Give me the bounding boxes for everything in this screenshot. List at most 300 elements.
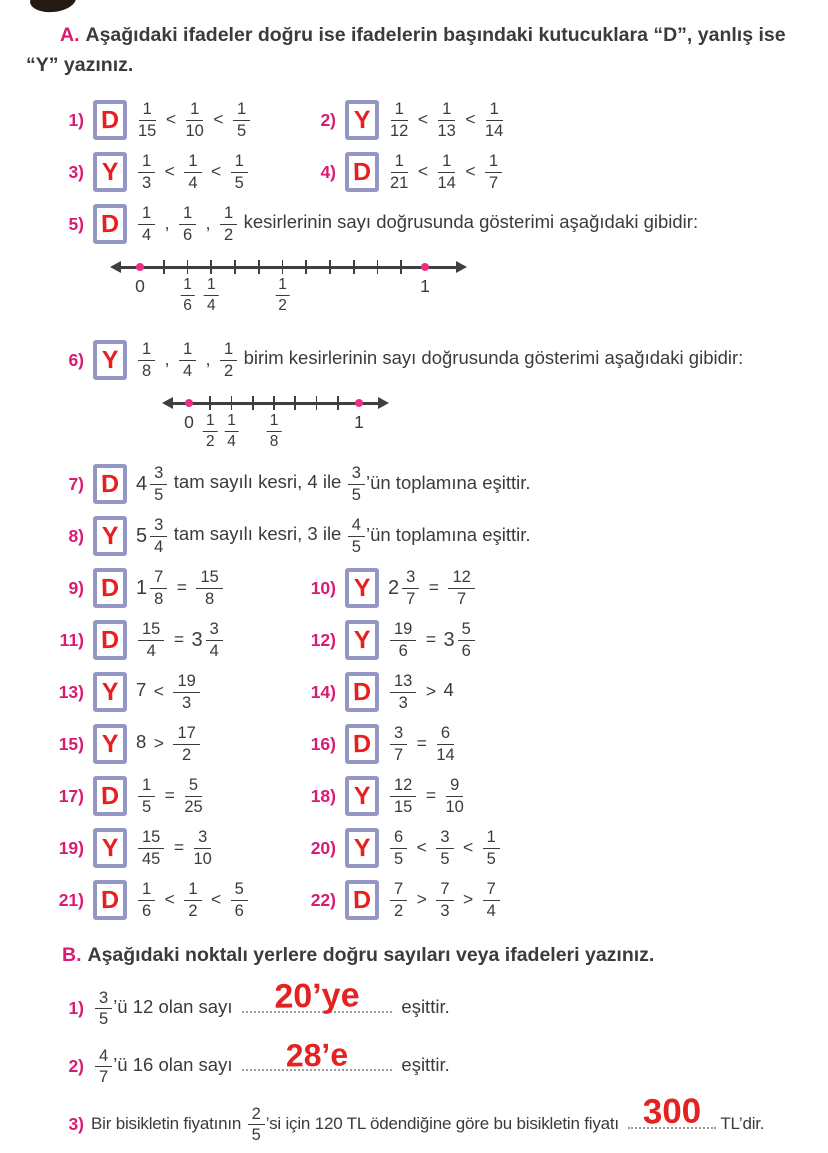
fraction-numerator: 1 [438,100,455,120]
expression [136,620,225,660]
fraction-numerator: 3 [390,724,407,744]
fraction-denominator: 2 [394,901,404,920]
fraction-numerator: 3 [194,828,211,848]
fraction-denominator: 4 [154,537,164,556]
number-line-tick [282,260,284,274]
fraction-numerator: 12 [390,776,416,796]
number-line-tick [209,396,211,410]
answer-box[interactable] [93,568,127,608]
expression [388,828,502,868]
expression [388,880,502,920]
item-text: 7 [136,679,147,701]
item-number: 2) [68,1056,84,1077]
operator: = [176,576,187,597]
fraction [138,880,155,920]
fraction [179,340,196,380]
item-pair-row [26,146,802,198]
fraction [206,620,223,660]
answer-letter: Y [353,105,371,135]
number-line-tick [337,396,339,410]
fraction-denominator: 15 [138,121,157,140]
expression [388,620,477,660]
answer-letter: D [352,677,372,707]
answer-letter: D [100,209,120,239]
operator: = [173,628,185,649]
exercise-item [48,510,802,562]
fraction [138,776,155,816]
exercise-item [48,770,300,822]
exercise-item [48,334,802,386]
item-number: 12) [310,629,336,650]
section-a-instruction: Aşağıdaki ifadeler doğru ise ifadelerin başındaki kutucuklara “D”, yanlış ise “Y” yazınız. [26,24,786,77]
fraction-denominator: 7 [489,173,499,192]
number-line-label: 0 [135,276,145,297]
fraction-numerator: 5 [458,620,475,640]
fraction-numerator: 15 [196,568,222,588]
mixed-whole-number: 1 [136,577,148,600]
operator: < [465,108,476,129]
fraction-numerator: 1 [275,276,290,295]
fraction-denominator: 14 [437,173,456,192]
answer-letter: Y [101,729,119,759]
answer-letter: Y [101,521,119,551]
item-text: eşittir. [401,995,450,1017]
answer-blank[interactable] [628,1091,716,1132]
answer-box[interactable] [93,204,127,244]
fraction [220,340,237,380]
fraction-numerator: 15 [138,828,164,848]
answer-box[interactable] [345,100,379,140]
fraction [390,828,407,868]
fraction [138,620,164,660]
item-full-row [26,510,802,562]
fraction [95,989,112,1029]
fraction [173,672,199,712]
fraction [402,568,419,608]
answer-box[interactable] [93,672,127,712]
fraction-numerator: 1 [138,204,155,224]
fraction-numerator: 15 [138,620,164,640]
fraction-denominator: 7 [394,745,404,764]
expression [388,672,454,712]
item-text: ’ü 16 olan sayı [113,1053,233,1075]
item-pair-row [26,718,802,770]
fraction-denominator: 5 [251,1126,261,1145]
number-line-tick [353,260,355,274]
fraction-denominator: 5 [351,485,361,504]
answer-letter: Y [353,833,371,863]
fraction [138,340,155,380]
operator: > [153,732,164,753]
operator: < [465,160,476,181]
mixed-number [136,568,169,608]
operator: , [205,348,211,369]
fraction-denominator: 6 [234,901,244,920]
left-arrow-icon [110,261,121,273]
operator: = [425,628,437,649]
item-number: 11) [59,629,84,650]
number-line-label [204,276,219,314]
fraction [184,776,202,816]
operator: < [164,160,175,181]
answer-box[interactable] [345,776,379,816]
item-text: birim kesirlerinin sayı doğrusunda gösterimi aşağıdaki gibidir: [243,347,744,369]
fraction-numerator: 1 [483,828,500,848]
fraction [150,516,167,556]
operator: = [425,784,437,805]
fraction [483,880,500,920]
number-line-dot [185,399,193,407]
fraction [390,620,416,660]
fraction-numerator: 1 [391,100,408,120]
fraction-denominator: 4 [146,641,156,660]
exercise-item [48,874,300,926]
answer-letter: D [352,729,372,759]
fraction [483,828,500,868]
fraction-numerator: 3 [436,828,453,848]
item-text: ’ün toplamına eşittir. [365,471,531,493]
exercise-item [48,822,300,874]
answer-blank[interactable] [242,976,392,1016]
fill-in-item [26,976,802,1037]
fraction-denominator: 8 [269,432,279,450]
item-number: 3) [68,1114,84,1135]
operator: < [417,108,429,129]
item-number: 10) [310,577,336,598]
operator: < [164,888,175,909]
number-line-tick [377,260,379,274]
fraction-numerator: 7 [150,568,167,588]
expression [136,672,202,712]
expression [136,516,531,556]
fraction [446,776,464,816]
fraction-denominator: 2 [188,901,198,920]
fraction [438,100,456,140]
fraction [267,412,282,450]
answer-box[interactable] [93,620,127,660]
fraction [436,724,454,764]
fraction [186,100,204,140]
exercise-item [48,198,802,250]
fraction-numerator: 1 [139,100,156,120]
number-line-tick [316,396,318,410]
exercise-item [48,146,300,198]
fraction-numerator: 17 [173,724,199,744]
fraction-numerator: 19 [173,672,199,692]
fraction-numerator: 1 [179,340,196,360]
number-line-axis [166,402,385,404]
item-number: 2) [320,109,336,130]
answer-box[interactable] [345,152,379,192]
fraction-numerator: 4 [348,516,365,536]
number-line-dot [421,263,429,271]
fraction-numerator: 1 [220,204,237,224]
handwritten-answer: 300 [642,1091,702,1132]
exercise-item [300,614,802,666]
answer-letter: D [100,469,120,499]
fraction-numerator: 5 [185,776,202,796]
expression [136,340,743,380]
number-line-label [180,276,195,314]
exercise-item [300,94,802,146]
fraction-numerator: 1 [204,276,219,295]
item-text: Bir bisikletin fiyatının [91,1113,242,1133]
fraction-numerator: 6 [437,724,454,744]
fraction-denominator: 6 [182,225,193,244]
fraction-denominator: 4 [182,361,193,380]
exercise-item [48,614,300,666]
expression [136,880,250,920]
fraction-denominator: 45 [142,849,161,868]
expression [136,828,214,868]
fraction-denominator: 5 [142,797,152,816]
fraction-numerator: 2 [248,1105,265,1125]
fraction-numerator: 12 [448,568,474,588]
expression [136,724,202,764]
fraction-numerator: 1 [486,100,503,120]
fraction [438,152,456,192]
item-number: 7) [68,473,84,494]
section-a-label: A. [60,24,80,46]
fraction [390,100,408,140]
item-full-row [26,458,802,510]
fraction [220,204,237,244]
answer-box[interactable] [93,152,127,192]
fraction [348,464,365,504]
item-text: ’ün toplamına eşittir. [365,523,531,545]
item-number: 9) [68,577,84,598]
fraction-denominator: 6 [461,641,471,660]
answer-letter: Y [353,625,371,655]
fraction-denominator: 8 [142,361,152,380]
item-pair-row [26,770,802,822]
answer-box[interactable] [345,620,379,660]
fraction-numerator: 19 [390,620,416,640]
number-line-tick [252,396,254,410]
fraction [173,724,199,764]
answer-blank[interactable] [242,1036,392,1074]
answer-box[interactable] [93,516,127,556]
fraction-numerator: 1 [485,152,502,172]
item-number: 1) [68,998,84,1019]
mixed-whole-number: 4 [136,473,148,496]
fraction [184,152,201,192]
fraction [390,152,408,192]
fraction-numerator: 3 [150,464,167,484]
fraction [231,152,248,192]
item-text: tam sayılı kesri, 3 ile [173,523,342,545]
answer-box[interactable] [345,724,379,764]
answer-box[interactable] [93,464,127,504]
fraction-denominator: 4 [486,901,496,920]
operator: > [425,680,437,701]
item-text: eşittir. [401,1053,450,1075]
exercise-item [300,146,802,198]
answer-letter: D [100,885,120,915]
fraction-denominator: 3 [182,693,192,712]
item-number: 5) [68,213,84,234]
operator: = [173,836,185,857]
fraction-numerator: 13 [390,672,416,692]
fraction-denominator: 7 [99,1068,109,1087]
fraction-denominator: 5 [154,485,164,504]
item-number: 19) [58,837,84,858]
fraction-denominator: 14 [436,745,455,764]
fraction-numerator: 9 [446,776,463,796]
number-line-tick [258,260,260,274]
number-line-tick [400,260,402,274]
fraction-numerator: 3 [206,620,223,640]
fraction [248,1105,265,1145]
item-number: 6) [68,349,84,370]
item-text: TL’dir. [720,1113,765,1133]
answer-letter: Y [353,781,371,811]
item-number: 15) [58,733,84,754]
number-line [26,256,802,334]
expression [136,152,250,192]
operator: < [213,108,224,129]
answer-box[interactable] [345,568,379,608]
number-line-label [267,412,282,450]
exercise-item [48,718,300,770]
fraction-numerator: 1 [224,412,239,431]
answer-box[interactable] [345,880,379,920]
answer-box[interactable] [93,776,127,816]
fraction-numerator: 3 [348,464,365,484]
item-pair-row [26,874,802,926]
item-text: 4 [443,679,454,701]
item-number: 3) [68,161,84,182]
answer-letter: D [100,573,120,603]
item-full-row [26,198,802,250]
fraction [196,568,222,608]
item-pair-row [26,614,802,666]
fraction-numerator: 1 [184,152,201,172]
fraction [224,412,239,450]
fraction [150,568,167,608]
fraction [184,880,201,920]
fraction [485,100,503,140]
mixed-number [444,620,477,660]
item-number: 8) [68,525,84,546]
expression [93,976,450,1029]
number-line-tick [294,396,296,410]
fraction [348,516,365,556]
number-line-label: 1 [354,412,364,433]
fraction-denominator: 2 [205,432,215,450]
fraction-numerator: 1 [186,100,203,120]
item-number: 14) [310,681,336,702]
expression [93,1036,450,1087]
mixed-whole-number: 3 [443,629,455,652]
fraction-denominator: 12 [390,121,409,140]
fraction [436,828,453,868]
expression [388,152,504,192]
answer-box[interactable] [345,672,379,712]
fraction-numerator: 4 [95,1047,112,1067]
fill-in-item [26,1036,802,1095]
answer-letter: Y [101,677,119,707]
fraction-denominator: 5 [486,849,496,868]
fraction-numerator: 1 [180,276,195,295]
fraction-numerator: 1 [138,776,155,796]
number-line [26,392,802,458]
fraction [458,620,475,660]
fraction-numerator: 1 [184,880,201,900]
answer-box[interactable] [93,100,127,140]
exercise-item [48,458,802,510]
exercise-item [300,718,802,770]
handwritten-answer: 28’e [285,1036,349,1074]
answer-box[interactable] [93,340,127,380]
fraction-denominator: 10 [445,797,464,816]
fraction [138,204,155,244]
item-number: 20) [310,837,336,858]
fraction [204,276,219,314]
exercise-item [48,562,300,614]
operator: , [164,348,170,369]
answer-box[interactable] [93,724,127,764]
fraction [95,1047,112,1087]
fraction-denominator: 10 [193,849,212,868]
mixed-whole-number: 2 [388,577,400,600]
fraction-numerator: 3 [402,568,419,588]
mixed-number [388,568,421,608]
fraction-denominator: 25 [184,797,203,816]
fraction-denominator: 21 [390,173,409,192]
number-line-tick [234,260,236,274]
expression [136,776,205,816]
exercise-item [300,562,802,614]
fraction [138,828,164,868]
section-a-header [26,20,802,80]
number-line-canvas [164,392,387,458]
item-number: 18) [310,785,336,806]
section-b-instruction: Aşağıdaki noktalı yerlere doğru sayıları veya ifadeleri yazınız. [87,944,655,967]
fraction-denominator: 6 [183,296,192,314]
operator: < [416,836,427,857]
fraction-denominator: 6 [142,901,152,920]
answer-letter: D [100,105,120,135]
item-pair-row [26,94,802,146]
answer-box[interactable] [345,828,379,868]
exercise-item [300,822,802,874]
fraction-numerator: 1 [203,412,218,431]
fraction-denominator: 15 [394,797,413,816]
operator: > [462,888,474,909]
number-line-dot [136,263,144,271]
answer-box[interactable] [93,828,127,868]
fraction-denominator: 4 [227,432,236,450]
fraction-denominator: 4 [206,296,216,314]
expression [136,464,531,504]
operator: = [164,784,175,805]
fraction-numerator: 1 [391,152,408,172]
number-line-label [275,276,290,314]
item-number: 16) [310,733,336,754]
right-arrow-icon [456,261,467,273]
item-text: 8 [136,731,147,753]
fraction [448,568,474,608]
number-line-tick [305,260,307,274]
exercise-item [48,666,300,718]
mixed-number [136,464,169,504]
fraction-denominator: 13 [437,121,456,140]
fraction-numerator: 7 [483,880,500,900]
fraction [390,672,416,712]
fraction-denominator: 6 [398,641,408,660]
answer-box[interactable] [93,880,127,920]
